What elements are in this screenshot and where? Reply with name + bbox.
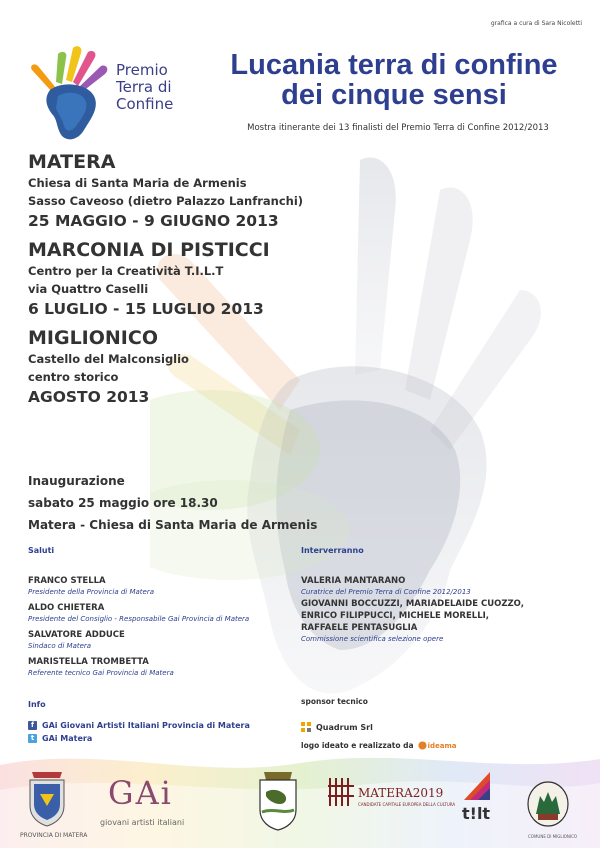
footer-logos <box>0 760 600 848</box>
logo-line-3: Confine <box>116 95 174 113</box>
event-city: MARCONIA DI PISTICCI <box>28 239 270 261</box>
info-title: Info <box>28 700 46 709</box>
matera2019-mark-icon <box>326 776 356 808</box>
title-line-2: dei cinque sensi <box>281 79 507 111</box>
sponsor-section <box>301 697 373 732</box>
gai-subtitle: giovani artisti italiani <box>100 818 185 827</box>
matera2019-logo: MATERA2019 <box>358 786 444 800</box>
comune-matera-crest-icon <box>254 768 302 834</box>
sponsor-item <box>301 722 373 732</box>
provincia-matera-crest-icon <box>24 766 70 830</box>
event-date: 25 MAGGIO - 9 GIUGNO 2013 <box>28 212 279 230</box>
facebook-link[interactable] <box>28 719 250 731</box>
speaker-name: VALERIA MANTARANO <box>301 576 406 586</box>
interverranno-title: Interverranno <box>301 546 364 555</box>
gai-logo: GAi <box>108 774 173 812</box>
comune-miglionico-crest-icon <box>526 780 570 830</box>
speaker-name: MARISTELLA TROMBETTA <box>28 657 149 667</box>
event-matera <box>28 150 348 232</box>
speaker-names: ENRICO FILIPPUCCI, MICHELE MORELLI, <box>301 611 490 621</box>
quadrum-logo-icon <box>301 722 311 732</box>
twitter-link[interactable] <box>28 732 250 744</box>
logo-line-1: Premio <box>116 61 168 79</box>
info-section <box>28 700 250 745</box>
event-venue: Chiesa di Santa Maria de Armenis <box>28 176 247 190</box>
speaker-role: Sindaco di Matera <box>28 642 92 650</box>
event-address: centro storico <box>28 370 119 384</box>
comune-miglionico-label: COMUNE DI MIGLIONICO <box>528 834 578 839</box>
saluti-title: Saluti <box>28 546 55 555</box>
event-city: MATERA <box>28 151 116 173</box>
speaker-role: Curatrice del Premio Terra di Confine 2012/2013 <box>301 588 471 596</box>
event-address: Sasso Caveoso (dietro Palazzo Lanfranchi) <box>28 194 304 208</box>
tilt-logo-graphic-icon <box>462 770 492 804</box>
inauguration-block <box>28 470 368 536</box>
event-venue: Centro per la Creatività T.I.L.T <box>28 264 224 278</box>
speaker-role: Presidente del Consiglio - Responsabile Gai Provincia di Matera <box>28 615 250 623</box>
twitter-icon: t <box>28 734 37 743</box>
facebook-label: GAi Giovani Artisti Italiani Provincia di Matera <box>42 720 250 730</box>
event-address: via Quattro Caselli <box>28 282 149 296</box>
matera2019-subtitle: CANDIDATE CAPITALE EUROPEA DELLA CULTURA <box>358 802 456 807</box>
inauguration-where: Matera - Chiesa di Santa Maria de Armenis <box>28 518 318 532</box>
saluti-section <box>28 546 308 683</box>
design-credit: grafica a cura di Sara Nicoletti <box>490 20 582 27</box>
event-miglionico <box>28 326 348 408</box>
event-venue: Castello del Malconsiglio <box>28 352 189 366</box>
speaker-role: Presidente della Provincia di Matera <box>28 588 154 596</box>
logo-line-2: Terra di <box>116 78 172 96</box>
inauguration-title: Inaugurazione <box>28 474 125 488</box>
event-city: MIGLIONICO <box>28 327 158 349</box>
speaker-role: Commissione scientifica selezione opere <box>301 635 444 643</box>
tilt-logo: t!lt <box>462 804 491 823</box>
ideama-brand: ideama <box>427 741 457 750</box>
events-list <box>28 150 348 414</box>
event-date: AGOSTO 2013 <box>28 388 150 406</box>
speaker-name: SALVATORE ADDUCE <box>28 630 125 640</box>
twitter-label: GAi Matera <box>42 733 93 743</box>
sponsor-name: Quadrum Srl <box>316 722 373 732</box>
poster-title <box>204 50 584 110</box>
sponsor-title: sponsor tecnico <box>301 697 368 706</box>
event-marconia <box>28 238 348 320</box>
premio-logo-text <box>116 62 173 113</box>
speaker-names: RAFFAELE PENTASUGLIA <box>301 623 418 633</box>
speaker-name: FRANCO STELLA <box>28 576 106 586</box>
poster-subtitle: Mostra itinerante dei 13 finalisti del Premio Terra di Confine 2012/2013 <box>247 123 549 133</box>
speaker-names: GIOVANNI BOCCUZZI, MARIADELAIDE CUOZZO, <box>301 599 524 609</box>
speaker-name: ALDO CHIETERA <box>28 603 105 613</box>
title-line-1: Lucania terra di confine <box>230 49 558 81</box>
interverranno-section <box>301 546 581 649</box>
event-date: 6 LUGLIO - 15 LUGLIO 2013 <box>28 300 264 318</box>
logo-credit-text: logo ideato e realizzato da <box>301 741 414 750</box>
provincia-label: PROVINCIA DI MATERA <box>20 832 88 839</box>
inauguration-when: sabato 25 maggio ore 18.30 <box>28 496 218 510</box>
speaker-role: Referente tecnico Gai Provincia di Matera <box>28 669 174 677</box>
facebook-icon: f <box>28 721 37 730</box>
